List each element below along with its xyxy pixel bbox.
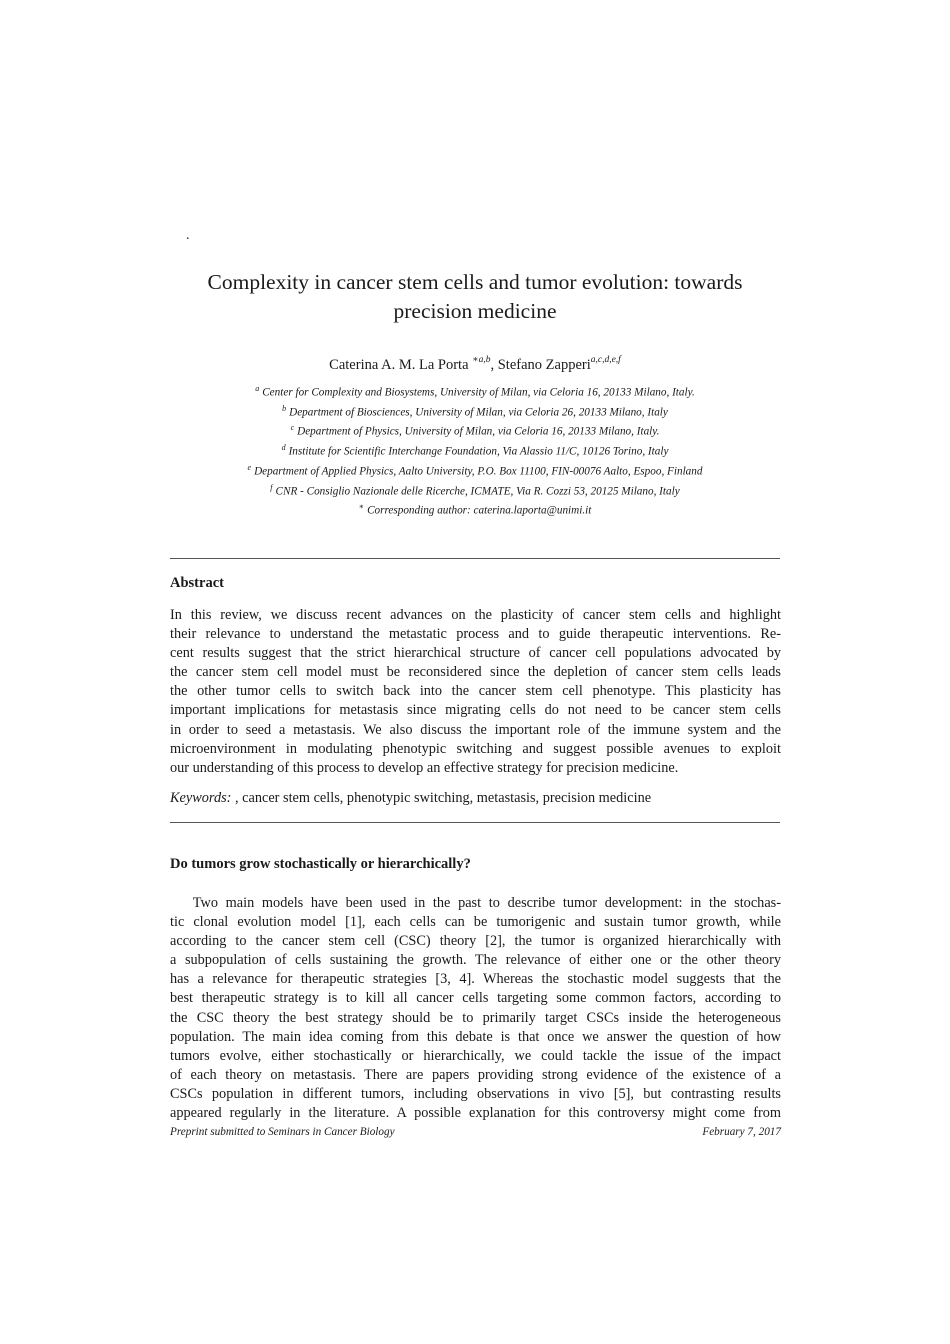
text-line: cent results suggest that the strict hierarchical structure of cancer cell populations advocated by — [170, 645, 781, 662]
text-line: of each theory on metastasis. There are papers providing strong evidence of the existence of a — [170, 1066, 781, 1083]
affiliation-mark: d — [281, 443, 286, 453]
section-heading: Do tumors grow stochastically or hierarchically? — [170, 856, 471, 872]
keywords-text: , cancer stem cells, phenotypic switching, metastasis, precision medicine — [231, 790, 652, 806]
abstract-heading: Abstract — [170, 575, 224, 591]
author-superscript: ∗a,b — [472, 355, 491, 365]
footer-date: February 7, 2017 — [702, 1126, 781, 1138]
text-line: in order to seed a metastasis. We also discuss the important role of the immune system and the — [170, 721, 781, 738]
affiliation-mark: f — [270, 482, 273, 492]
affiliation-mark: a — [255, 384, 260, 393]
affiliation-text: Department of Applied Physics, Aalto University, P.O. Box 11100, FIN-00076 Aalto, Espoo, Finland — [254, 465, 703, 478]
page-mark: . — [186, 228, 190, 243]
text-line: according to the cancer stem cell (CSC) theory [2], the tumor is organized hierarchically with — [170, 933, 781, 950]
text-line: important implications for metastasis since migrating cells do not need to be cancer stem cells — [170, 702, 781, 719]
author-name: Stefano Zapperi — [497, 356, 591, 373]
affiliations — [130, 381, 820, 519]
footer-journal: Preprint submitted to Seminars in Cancer Biology — [170, 1126, 395, 1138]
text-line: our understanding of this process to develop an effective strategy for precision medicine. — [170, 759, 679, 776]
author-superscript: a,c,d,e,f — [590, 355, 621, 365]
title-line: precision medicine — [393, 299, 557, 323]
affiliation-mark: e — [247, 462, 252, 472]
author-separator: , — [490, 356, 498, 373]
text-line: population. The main idea coming from this debate is that once we answer the question of how — [170, 1028, 781, 1045]
affiliation-line — [130, 381, 820, 401]
section-body — [170, 894, 781, 1123]
affiliation-mark: b — [282, 403, 287, 413]
affiliation-line — [130, 480, 820, 500]
paper-title — [130, 268, 820, 326]
abstract-body — [170, 606, 781, 778]
affiliation-text: CNR - Consiglio Nazionale delle Ricerche, ICMATE, Via R. Cozzi 53, 20125 Milano, Italy — [275, 485, 680, 498]
author-list — [130, 351, 820, 375]
text-line: CSCs population in different tumors, including observations in vivo [5], but contrasting results — [170, 1085, 781, 1102]
page-footer — [170, 1126, 781, 1138]
abstract-top-rule — [170, 558, 780, 559]
text-line: tumors evolve, either stochastically or hierarchically, we could tackle the issue of the impact — [170, 1047, 781, 1064]
text-line: the cancer stem cell model must be reconsidered since the depletion of cancer stem cells leads — [170, 664, 781, 681]
text-line: microenvironment in modulating phenotypic switching and suggest possible avenues to exploit — [170, 740, 781, 757]
text-line: tic clonal evolution model [1], each cells can be tumorigenic and sustain tumor growth, while — [170, 914, 781, 931]
affiliation-line — [130, 499, 820, 519]
affiliation-text: Department of Biosciences, University of Milan, via Celoria 26, 20133 Milano, Italy — [289, 406, 668, 419]
affiliation-mark: ∗ — [358, 502, 365, 512]
text-line: has a relevance for therapeutic strategies [3, 4]. Whereas the stochastic model suggests that the — [170, 971, 781, 988]
text-line: the CSC theory the best strategy should be to primarily target CSCs inside the heterogeneous — [170, 1009, 781, 1026]
affiliation-text: Institute for Scientific Interchange Foundation, Via Alassio 11/C, 10126 Torino, Italy — [288, 445, 669, 458]
affiliation-line — [130, 401, 820, 421]
text-line: their relevance to understand the metastatic process and to guide therapeutic interventions. Re- — [170, 626, 781, 643]
affiliation-line — [130, 440, 820, 460]
affiliation-text: Department of Physics, University of Milan, via Celoria 16, 20133 Milano, Italy. — [297, 426, 660, 439]
text-line: appeared regularly in the literature. A possible explanation for this controversy might come from — [170, 1105, 781, 1122]
affiliation-line — [130, 460, 820, 480]
title-line: Complexity in cancer stem cells and tumor evolution: towards — [207, 270, 743, 294]
keywords — [170, 790, 651, 807]
affiliation-mark: c — [290, 423, 295, 433]
affiliation-text: Corresponding author: caterina.laporta@unimi.it — [367, 505, 592, 518]
text-line: the other tumor cells to switch back into the cancer stem cell phenotype. This plasticity has — [170, 683, 781, 700]
text-line: Two main models have been used in the past to describe tumor development: in the stochas- — [170, 895, 781, 911]
abstract-bottom-rule — [170, 822, 780, 823]
text-line: best therapeutic strategy is to kill all cancer cells targeting some common factors, according to — [170, 990, 781, 1007]
author-name: Caterina A. M. La Porta — [329, 356, 473, 373]
keywords-label: Keywords: — [170, 790, 232, 806]
text-line: a subpopulation of cells sustaining the growth. The relevance of either one or the other theory — [170, 952, 781, 969]
affiliation-text: Center for Complexity and Biosystems, University of Milan, via Celoria 16, 20133 Milano, Italy. — [262, 386, 695, 399]
text-line: In this review, we discuss recent advances on the plasticity of cancer stem cells and highlight — [170, 607, 781, 623]
affiliation-line — [130, 420, 820, 440]
